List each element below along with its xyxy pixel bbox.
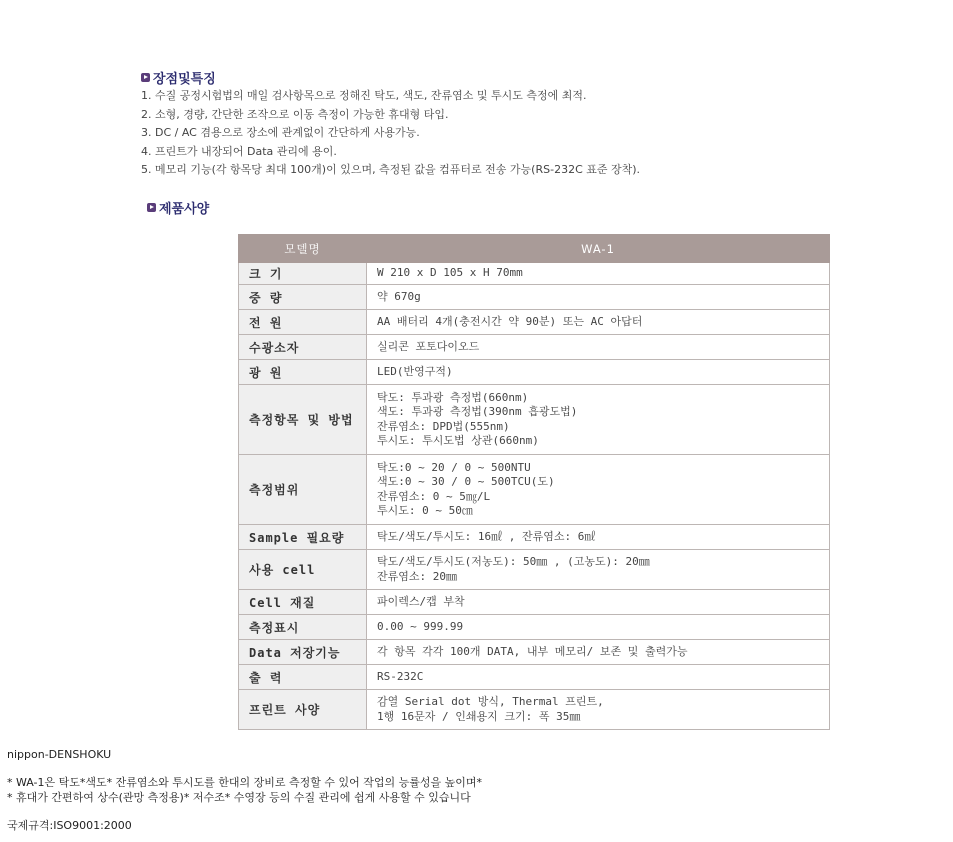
spec-value-line: AA 배터리 4개(충전시간 약 90분) 또는 AC 아답터 <box>377 314 643 328</box>
spec-value <box>367 285 830 310</box>
spec-label: 수광소자 <box>239 335 367 360</box>
spec-value-line: 약 670g <box>377 289 421 303</box>
spec-row <box>239 285 830 310</box>
spec-value-line: 탁도/색도/투시도: 16㎖ , 잔류염소: 6㎖ <box>377 529 596 543</box>
spec-value-line: 잔류염소: 0 ~ 5㎎/L <box>377 489 491 503</box>
footer-note: * WA-1은 탁도*색도* 잔류염소와 투시도를 한대의 장비로 측정할 수 있어 작업의 능률성을 높이며* <box>7 776 483 789</box>
maker-name: nippon-DENSHOKU <box>7 748 112 761</box>
spec-value <box>367 263 830 285</box>
spec-value-line: 파이렉스/캡 부착 <box>377 594 465 608</box>
spec-label: Data 저장기능 <box>239 640 367 665</box>
spec-value-line: 색도: 투과광 측정법(390nm 흡광도법) <box>377 405 578 418</box>
spec-label: 중 량 <box>239 285 367 310</box>
spec-value-line: 각 항목 각각 100개 DATA, 내부 메모리/ 보존 및 출력가능 <box>377 644 688 658</box>
spec-row <box>239 690 830 730</box>
spec-row <box>239 550 830 590</box>
spec-value-line: 0.00 ~ 999.99 <box>377 619 464 633</box>
model-value: WA-1 <box>367 235 830 263</box>
spec-label: 광 원 <box>239 360 367 385</box>
spec-value-line: 감열 Serial dot 방식, Thermal 프린트, <box>377 695 604 708</box>
specs-heading <box>147 198 209 217</box>
spec-value <box>367 640 830 665</box>
spec-value <box>367 335 830 360</box>
feature-item: 3. DC / AC 겸용으로 장소에 관계없이 간단하게 사용가능. <box>141 126 420 140</box>
footer-note: * 휴대가 간편하여 상수(관망 측정용)* 저수조* 수영장 등의 수질 관리에 쉽게 사용할 수 있습니다 <box>7 791 471 804</box>
spec-label: 프린트 사양 <box>239 690 367 730</box>
spec-value <box>367 310 830 335</box>
spec-header-row <box>239 235 830 263</box>
features-list <box>141 87 640 180</box>
model-label: 모델명 <box>239 235 367 263</box>
spec-label: 전 원 <box>239 310 367 335</box>
standard-text: 국제규격:ISO9001:2000 <box>7 819 132 832</box>
spec-value-line: RS-232C <box>377 669 424 683</box>
spec-row <box>239 455 830 525</box>
spec-value-line: 탁도/색도/투시도(저농도): 50㎜ , (고농도): 20㎜ <box>377 555 650 568</box>
spec-row <box>239 335 830 360</box>
spec-value-line: 탁도:0 ~ 20 / 0 ~ 500NTU <box>377 460 531 474</box>
spec-label: Sample 필요량 <box>239 525 367 550</box>
spec-row <box>239 640 830 665</box>
spec-label: 측정표시 <box>239 615 367 640</box>
spec-row <box>239 590 830 615</box>
spec-value-line: 탁도: 투과광 측정법(660nm) <box>377 390 529 404</box>
spec-value-line: 잔류염소: DPD법(555nm) <box>377 419 510 433</box>
spec-row <box>239 525 830 550</box>
spec-label: 사용 cell <box>239 550 367 590</box>
specs-title: 제품사양 <box>159 202 210 217</box>
spec-value-line: LED(반영구적) <box>377 364 453 378</box>
feature-item: 4. 프린트가 내장되어 Data 관리에 용이. <box>141 144 337 158</box>
feature-item: 1. 수질 공정시험법의 매일 검사항목으로 정해진 탁도, 색도, 잔류염소 및 투시도 측정에 최적. <box>141 89 587 102</box>
features-heading <box>141 68 216 87</box>
arrow-bullet-icon <box>141 73 150 82</box>
spec-label: 측정범위 <box>239 455 367 525</box>
spec-value <box>367 385 830 455</box>
features-title: 장점및특징 <box>153 72 216 87</box>
spec-value-line: 잔류염소: 20㎜ <box>377 569 457 583</box>
spec-row <box>239 263 830 285</box>
spec-value-line: 1행 16문자 / 인쇄용지 크기: 폭 35㎜ <box>377 709 581 723</box>
spec-row <box>239 360 830 385</box>
spec-value <box>367 690 830 730</box>
spec-row <box>239 385 830 455</box>
spec-value <box>367 615 830 640</box>
spec-table <box>238 234 830 730</box>
spec-value <box>367 525 830 550</box>
spec-row <box>239 310 830 335</box>
feature-item: 5. 메모리 기능(각 항목당 최대 100개)이 있으며, 측정된 값을 컴퓨터로 전송 가능(RS-232C 표준 장착). <box>141 163 641 177</box>
spec-value <box>367 455 830 525</box>
spec-value <box>367 550 830 590</box>
spec-value-line: W 210 x D 105 x H 70mm <box>377 266 523 280</box>
feature-item: 2. 소형, 경량, 간단한 조작으로 이동 측정이 가능한 휴대형 타입. <box>141 107 449 121</box>
spec-label: 출 력 <box>239 665 367 690</box>
spec-value-line: 투시도: 0 ~ 50㎝ <box>377 504 473 517</box>
spec-value-line: 실리콘 포토다이오드 <box>377 339 480 353</box>
spec-value <box>367 665 830 690</box>
spec-value <box>367 590 830 615</box>
spec-label: 측정항목 및 방법 <box>239 385 367 455</box>
spec-row <box>239 615 830 640</box>
spec-value <box>367 360 830 385</box>
spec-value-line: 투시도: 투시도법 상관(660nm) <box>377 434 539 447</box>
spec-value-line: 색도:0 ~ 30 / 0 ~ 500TCU(도) <box>377 475 555 488</box>
spec-row <box>239 665 830 690</box>
arrow-bullet-icon <box>147 203 156 212</box>
spec-label: 크 기 <box>239 263 367 285</box>
spec-label: Cell 재질 <box>239 590 367 615</box>
